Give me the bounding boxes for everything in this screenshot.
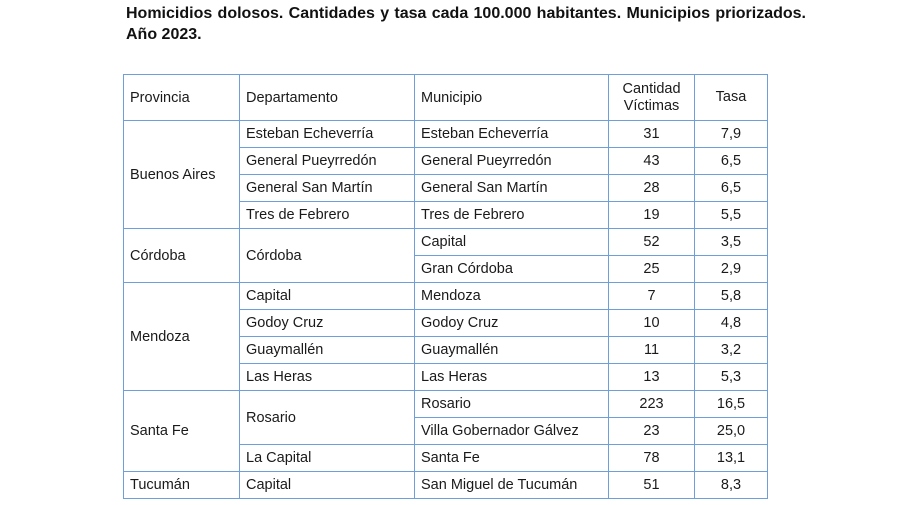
departamento-cell: Esteban Echeverría xyxy=(240,121,415,148)
municipio-cell: Las Heras xyxy=(415,364,609,391)
municipio-cell: San Miguel de Tucumán xyxy=(415,472,609,499)
cantidad-cell: 31 xyxy=(609,121,695,148)
municipio-cell: Capital xyxy=(415,229,609,256)
header-tasa: Tasa xyxy=(695,75,768,121)
municipio-cell: Godoy Cruz xyxy=(415,310,609,337)
province-cell: Mendoza xyxy=(124,283,240,391)
departamento-cell: La Capital xyxy=(240,445,415,472)
departamento-cell: Capital xyxy=(240,283,415,310)
cantidad-cell: 43 xyxy=(609,148,695,175)
departamento-cell: Tres de Febrero xyxy=(240,202,415,229)
tasa-cell: 6,5 xyxy=(695,148,768,175)
tasa-cell: 2,9 xyxy=(695,256,768,283)
cantidad-cell: 13 xyxy=(609,364,695,391)
table-header-row xyxy=(124,75,768,121)
municipio-cell: General Pueyrredón xyxy=(415,148,609,175)
province-cell: Buenos Aires xyxy=(124,121,240,229)
departamento-cell: Godoy Cruz xyxy=(240,310,415,337)
header-provincia: Provincia xyxy=(124,75,240,121)
departamento-cell: Capital xyxy=(240,472,415,499)
tasa-cell: 4,8 xyxy=(695,310,768,337)
municipio-cell: Guaymallén xyxy=(415,337,609,364)
province-cell: Tucumán xyxy=(124,472,240,499)
municipio-cell: Villa Gobernador Gálvez xyxy=(415,418,609,445)
cantidad-cell: 7 xyxy=(609,283,695,310)
header-cantidad: Cantidad Víctimas xyxy=(609,75,695,121)
tasa-cell: 5,3 xyxy=(695,364,768,391)
homicides-table xyxy=(123,74,768,499)
departamento-cell: General San Martín xyxy=(240,175,415,202)
departamento-cell: Córdoba xyxy=(240,229,415,283)
tasa-cell: 3,2 xyxy=(695,337,768,364)
cantidad-cell: 51 xyxy=(609,472,695,499)
header-municipio: Municipio xyxy=(415,75,609,121)
table-row xyxy=(124,283,768,310)
cantidad-cell: 19 xyxy=(609,202,695,229)
departamento-cell: General Pueyrredón xyxy=(240,148,415,175)
province-cell: Córdoba xyxy=(124,229,240,283)
table-row xyxy=(124,391,768,418)
tasa-cell: 13,1 xyxy=(695,445,768,472)
tasa-cell: 8,3 xyxy=(695,472,768,499)
table-row xyxy=(124,472,768,499)
cantidad-cell: 10 xyxy=(609,310,695,337)
cantidad-cell: 11 xyxy=(609,337,695,364)
cantidad-cell: 223 xyxy=(609,391,695,418)
tasa-cell: 5,8 xyxy=(695,283,768,310)
departamento-cell: Guaymallén xyxy=(240,337,415,364)
cantidad-cell: 28 xyxy=(609,175,695,202)
tasa-cell: 6,5 xyxy=(695,175,768,202)
tasa-cell: 3,5 xyxy=(695,229,768,256)
tasa-cell: 7,9 xyxy=(695,121,768,148)
province-cell: Santa Fe xyxy=(124,391,240,472)
cantidad-cell: 78 xyxy=(609,445,695,472)
municipio-cell: Esteban Echeverría xyxy=(415,121,609,148)
municipio-cell: Mendoza xyxy=(415,283,609,310)
municipio-cell: Tres de Febrero xyxy=(415,202,609,229)
cantidad-cell: 25 xyxy=(609,256,695,283)
tasa-cell: 16,5 xyxy=(695,391,768,418)
departamento-cell: Las Heras xyxy=(240,364,415,391)
municipio-cell: Gran Córdoba xyxy=(415,256,609,283)
municipio-cell: General San Martín xyxy=(415,175,609,202)
municipio-cell: Rosario xyxy=(415,391,609,418)
departamento-cell: Rosario xyxy=(240,391,415,445)
municipio-cell: Santa Fe xyxy=(415,445,609,472)
tasa-cell: 5,5 xyxy=(695,202,768,229)
cantidad-cell: 23 xyxy=(609,418,695,445)
header-departamento: Departamento xyxy=(240,75,415,121)
table-row xyxy=(124,121,768,148)
table-row xyxy=(124,229,768,256)
cantidad-cell: 52 xyxy=(609,229,695,256)
document-title: Homicidios dolosos. Cantidades y tasa cada 100.000 habitantes. Municipios priorizados. Año 2023. xyxy=(126,5,806,43)
tasa-cell: 25,0 xyxy=(695,418,768,445)
